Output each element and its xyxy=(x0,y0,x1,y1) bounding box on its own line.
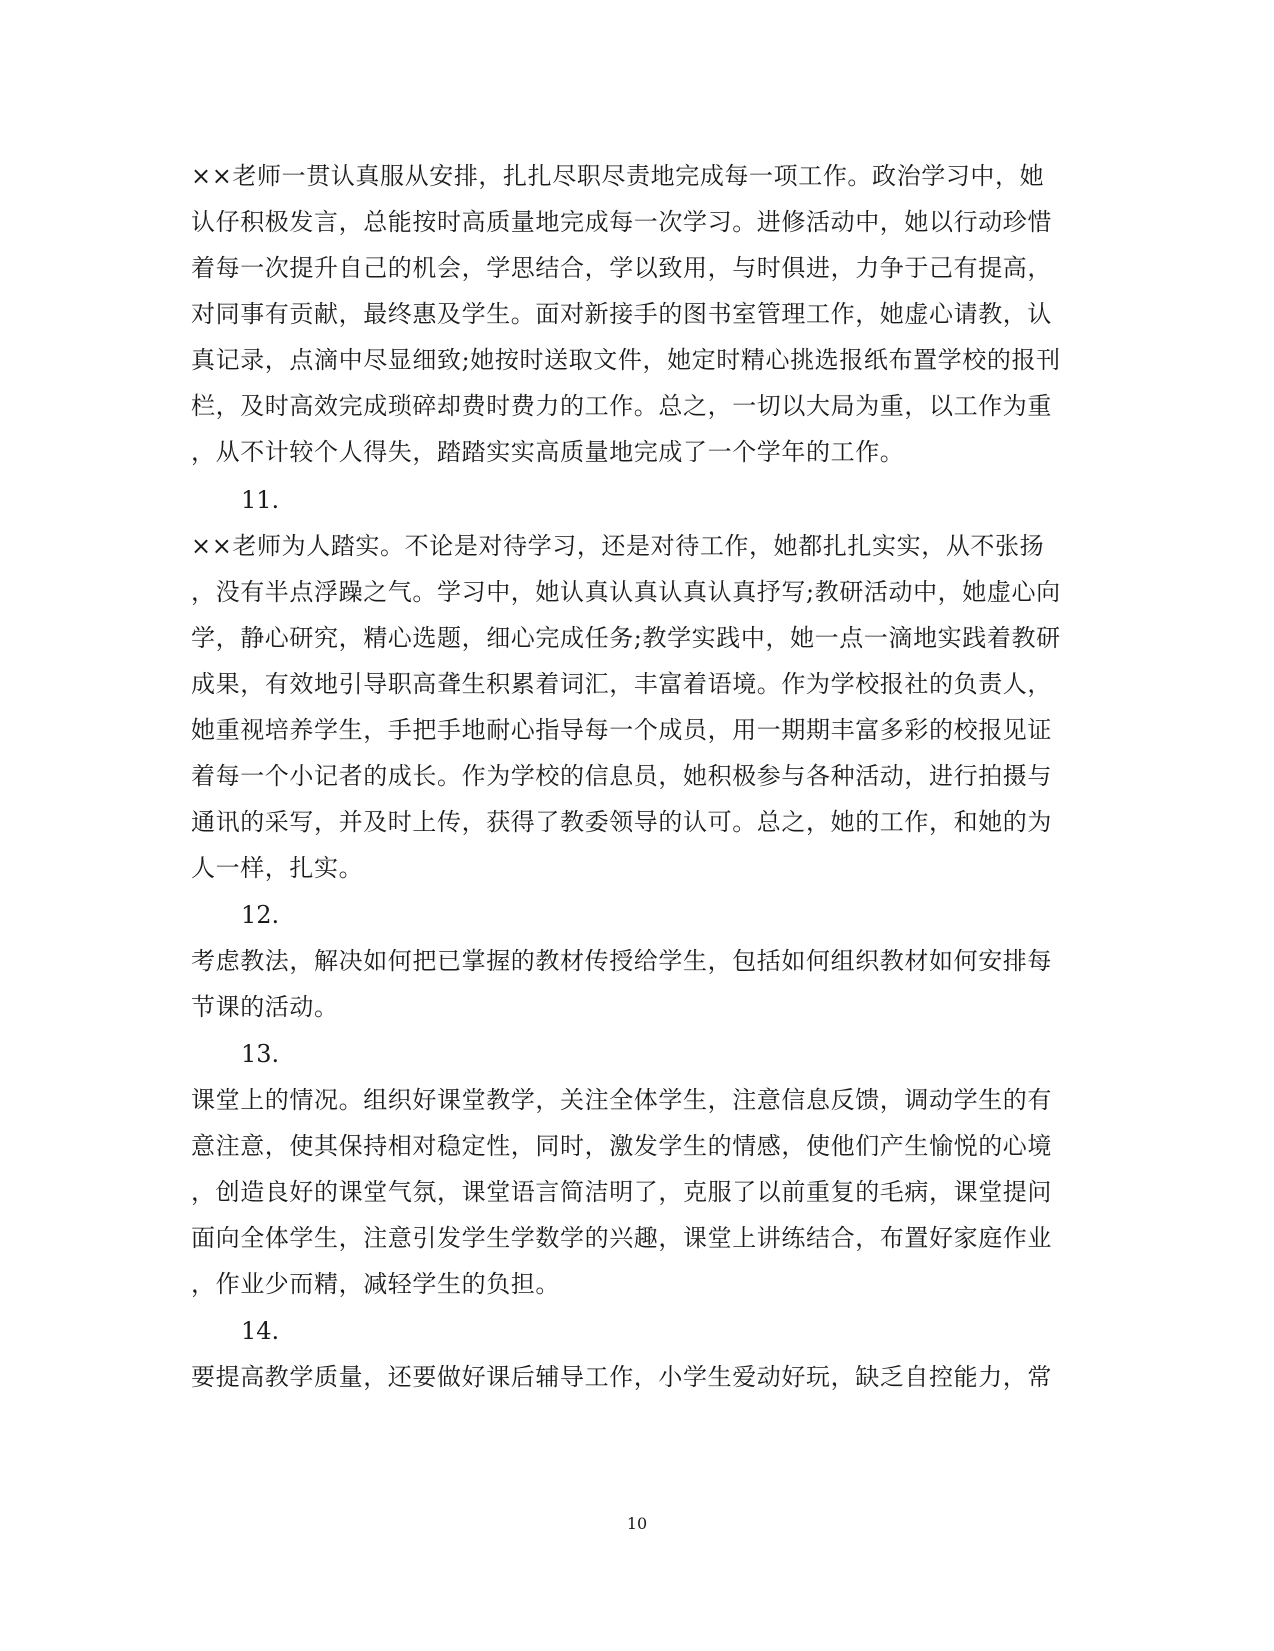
text-line: 成果，有效地引导职高聋生积累着词汇，丰富着语境。作为学校报社的负责人， xyxy=(191,670,1052,698)
page-number: 10 xyxy=(626,1514,648,1533)
text-line: 通讯的采写，并及时上传，获得了教委领导的认可。总之，她的工作，和她的为 xyxy=(191,808,1052,836)
text-line: 面向全体学生，注意引发学生学数学的兴趣，课堂上讲练结合，布置好家庭作业 xyxy=(191,1224,1052,1252)
text-line: 要提高教学质量，还要做好课后辅导工作，小学生爱动好玩，缺乏自控能力，常 xyxy=(191,1363,1052,1391)
item-number: 13. xyxy=(241,1040,280,1068)
text-line: ××老师为人踏实。不论是对待学习，还是对待工作，她都扎扎实实，从不张扬 xyxy=(191,532,1045,560)
text-line: 着每一次提升自己的机会，学思结合，学以致用，与时俱进，力争于己有提高， xyxy=(191,254,1052,282)
text-line: 认仔积极发言，总能按时高质量地完成每一次学习。进修活动中，她以行动珍惜 xyxy=(191,208,1052,236)
text-line: 节课的活动。 xyxy=(191,993,339,1021)
text-line: ，没有半点浮躁之气。学习中，她认真认真认真认真抒写;教研活动中，她虚心向 xyxy=(191,578,1061,606)
text-line: 学，静心研究，精心选题，细心完成任务;教学实践中，她一点一滴地实践着教研 xyxy=(191,624,1061,652)
text-line: 课堂上的情况。组织好课堂教学，关注全体学生，注意信息反馈，调动学生的有 xyxy=(191,1086,1052,1114)
text-line: 栏，及时高效完成琐碎却费时费力的工作。总之，一切以大局为重，以工作为重 xyxy=(191,392,1052,420)
text-line: 考虑教法，解决如何把已掌握的教材传授给学生，包括如何组织教材如何安排每 xyxy=(191,947,1052,975)
text-line: 她重视培养学生，手把手地耐心指导每一个成员，用一期期丰富多彩的校报见证 xyxy=(191,716,1052,744)
text-line: 对同事有贡献，最终惠及学生。面对新接手的图书室管理工作，她虚心请教，认 xyxy=(191,300,1052,328)
item-number: 11. xyxy=(241,486,280,514)
text-line: ，从不计较个人得失，踏踏实实高质量地完成了一个学年的工作。 xyxy=(191,438,905,466)
text-line: 着每一个小记者的成长。作为学校的信息员，她积极参与各种活动，进行拍摄与 xyxy=(191,762,1052,790)
text-line: 人一样，扎实。 xyxy=(191,854,364,882)
item-number: 14. xyxy=(241,1317,280,1345)
text-line: ，创造良好的课堂气氛，课堂语言简洁明了，克服了以前重复的毛病，课堂提问 xyxy=(191,1178,1052,1206)
text-line: 意注意，使其保持相对稳定性，同时，激发学生的情感，使他们产生愉悦的心境 xyxy=(191,1132,1052,1160)
text-line: ××老师一贯认真服从安排，扎扎尽职尽责地完成每一项工作。政治学习中，她 xyxy=(191,162,1045,190)
item-number: 12. xyxy=(241,901,280,929)
text-line: 真记录，点滴中尽显细致;她按时送取文件，她定时精心挑选报纸布置学校的报刊 xyxy=(191,346,1061,374)
text-line: ，作业少而精，减轻学生的负担。 xyxy=(191,1270,560,1298)
